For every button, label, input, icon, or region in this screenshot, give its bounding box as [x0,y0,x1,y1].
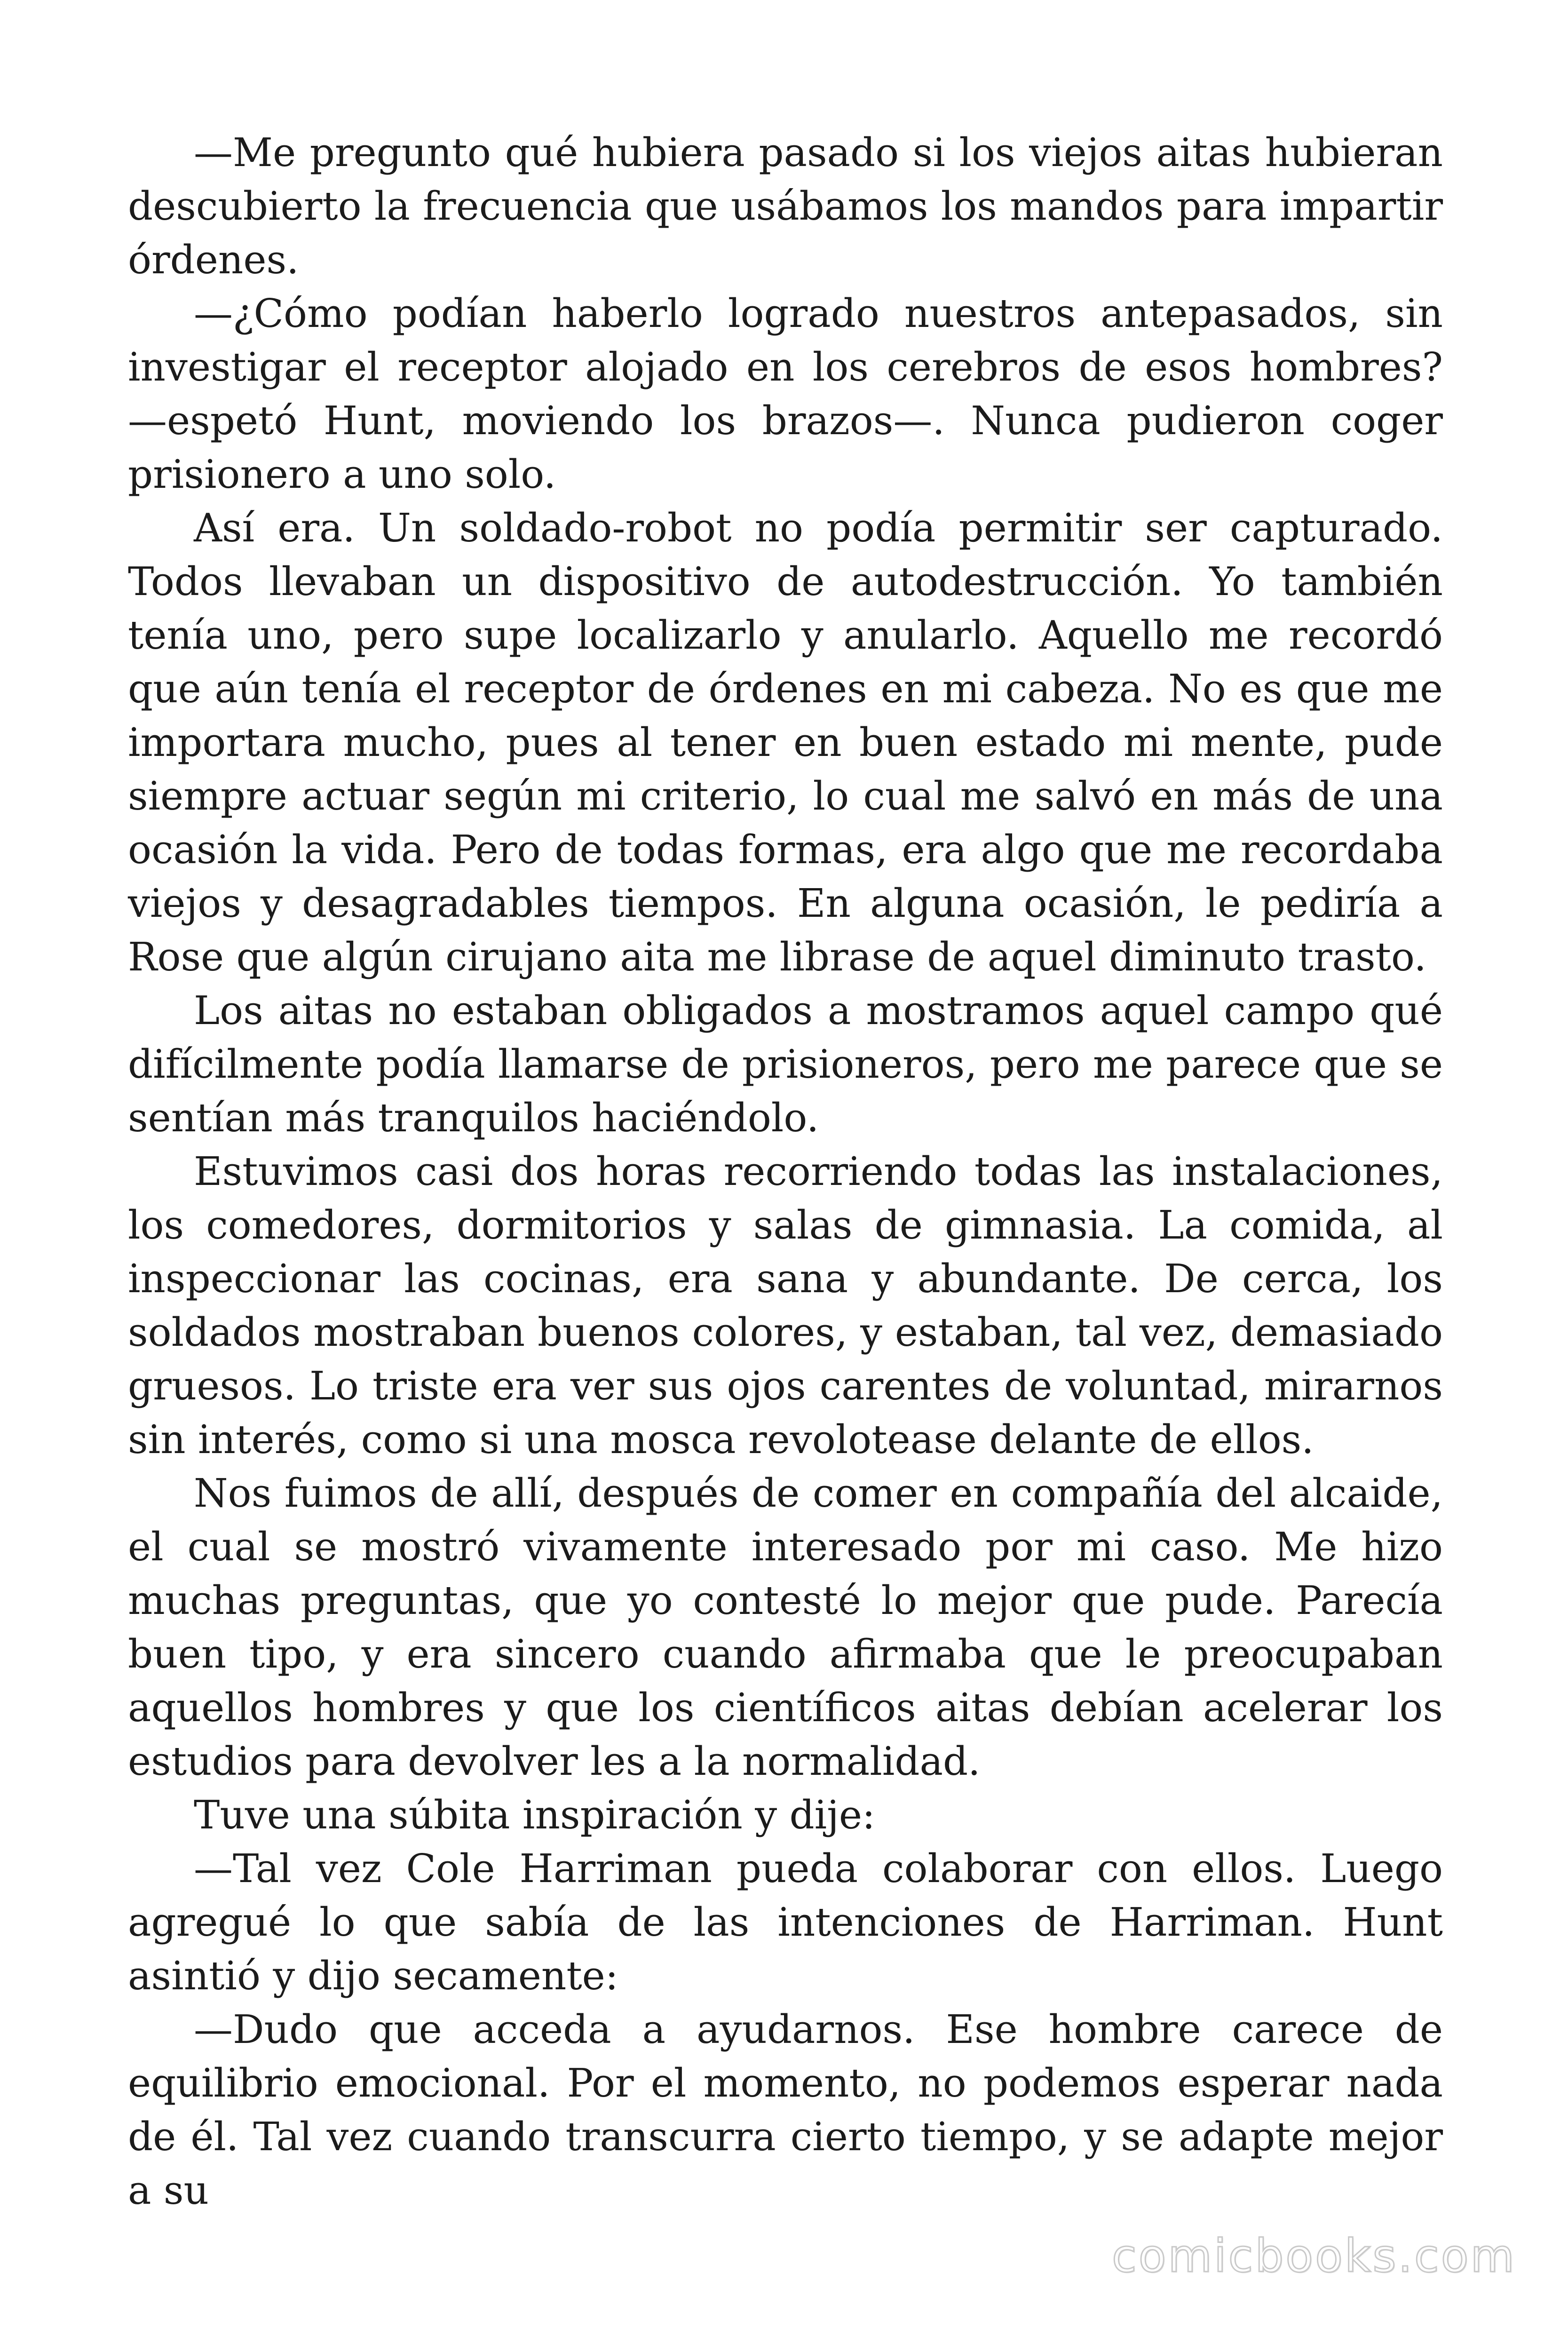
paragraph: Los aitas no estaban obligados a mostramos aquel campo qué difícilmente podía llamarse de prisioneros, pero me parece que se sentían más tranquilos haciéndolo. [128,988,1443,1141]
paragraph: —Tal vez Cole Harriman pueda colaborar con ellos. Luego agregué lo que sabía de las intenciones de Harriman. Hunt asintió y dijo secamente: [128,1846,1443,1999]
paragraph: Así era. Un soldado-robot no podía permitir ser capturado. Todos llevaban un dispositivo de autodestrucción. Yo también tenía uno, pero supe localizarlo y anularlo. Aquello me recordó que aún tenía el receptor de órdenes en mi cabeza. No es que me importara mucho, pues al tener en buen estado mi mente, pude siempre actuar según mi criterio, lo cual me salvó en más de una ocasión la vida. Pero de todas formas, era algo que me recordaba viejos y desagradables tiempos. En alguna ocasión, le pediría a Rose que algún cirujano aita me librase de aquel diminuto trasto. [128,505,1443,980]
paragraph: —Me pregunto qué hubiera pasado si los viejos aitas hubieran descubierto la frecuencia que usábamos los mandos para impartir órdenes. [128,130,1443,283]
paragraph: Tuve una súbita inspiración y dije: [194,1792,875,1838]
paragraph: —¿Cómo podían haberlo logrado nuestros antepasados, sin investigar el receptor alojado en los cerebros de esos hombres? —espetó Hunt, moviendo los brazos—. Nunca pudieron coger prisionero a uno solo. [128,291,1443,497]
paragraph: Nos fuimos de allí, después de comer en compañía del alcaide, el cual se mostró vivamente interesado por mi caso. Me hizo muchas preguntas, que yo contesté lo mejor que pude. Parecía buen tipo, y era sincero cuando afirmaba que le preocupaban aquellos hombres y que los científicos aitas debían acelerar los estudios para devolver les a la normalidad. [128,1470,1443,1784]
body-text [128,126,1443,2217]
paragraph: Estuvimos casi dos horas recorriendo todas las instalaciones, los comedores, dormitorios y salas de gimnasia. La comida, al inspeccionar las cocinas, era sana y abundante. De cerca, los soldados mostraban buenos colores, y estaban, tal vez, demasiado gruesos. Lo triste era ver sus ojos carentes de voluntad, mirarnos sin interés, como si una mosca revolotease delante de ellos. [128,1149,1443,1462]
paragraph: —Dudo que acceda a ayudarnos. Ese hombre carece de equilibrio emocional. Por el momento, no podemos esperar nada de él. Tal vez cuando transcurra cierto tiempo, y se adapte mejor a su [128,2007,1443,2213]
watermark: comicbooks.com [1111,2230,1516,2282]
